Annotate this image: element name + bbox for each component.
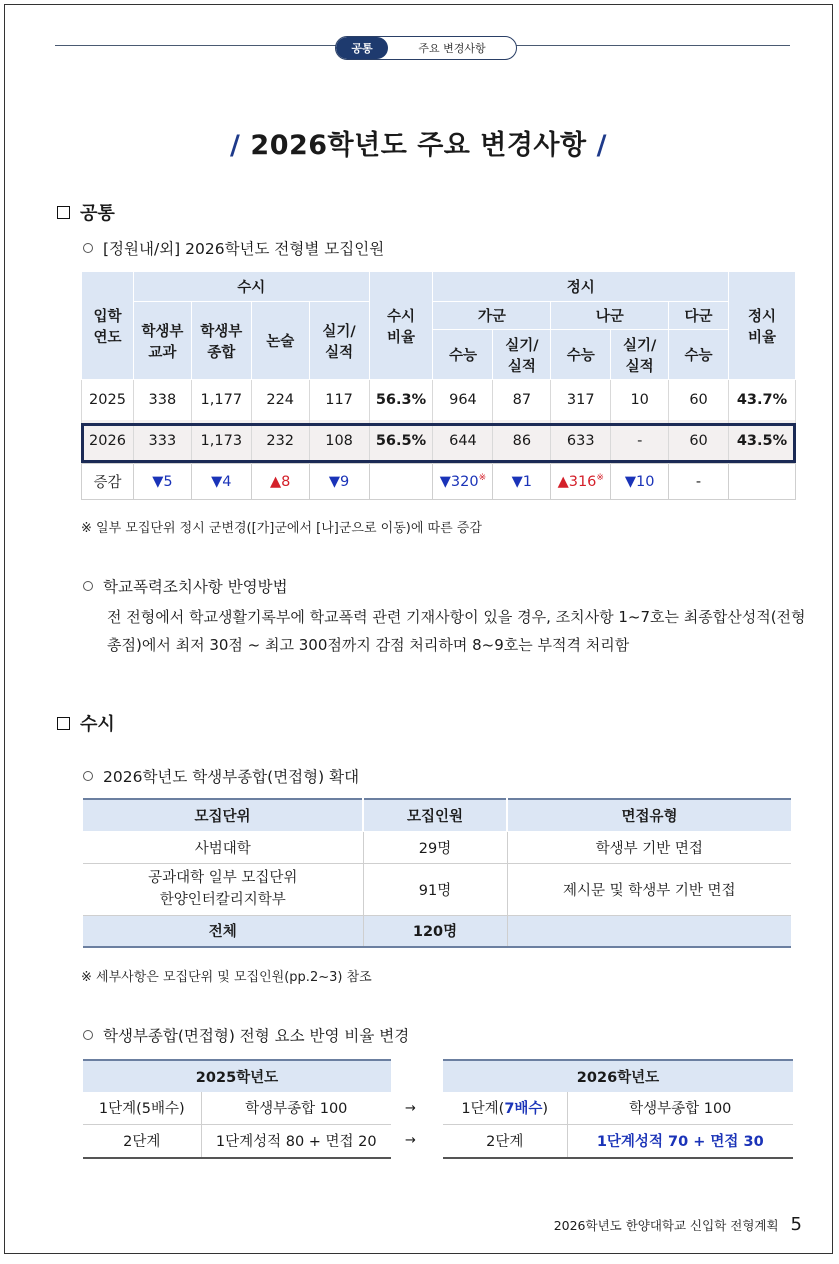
recruit-table xyxy=(81,271,796,500)
circle-bullet-icon xyxy=(83,1030,93,1040)
table-row: 1단계(7배수) 학생부종합 100 xyxy=(443,1092,793,1124)
header-tag xyxy=(335,36,517,60)
header-col: 수능 xyxy=(551,330,611,380)
header-tag-common: 공통 xyxy=(336,37,388,59)
table-row: 공과대학 일부 모집단위 한양인터칼리지학부 91명 제시문 및 학생부 기반 면접 xyxy=(83,863,791,915)
header-ga: 가군 xyxy=(433,302,551,330)
header-col: 수능 xyxy=(433,330,493,380)
subsection-ratio: 학생부종합(면접형) 전형 요소 반영 비율 변경 xyxy=(83,1024,409,1046)
subsection-interview: 2026학년도 학생부종합(면접형) 확대 xyxy=(83,765,359,787)
circle-bullet-icon xyxy=(83,243,93,253)
header-type: 면접유형 xyxy=(507,799,791,831)
page xyxy=(4,4,833,1254)
table-row-2026: 2026 333 1,173 232 108 56.5% 644 86 633 - 60 43.5% xyxy=(82,420,796,464)
header-unit: 모집단위 xyxy=(83,799,363,831)
circle-bullet-icon xyxy=(83,581,93,591)
section-susi: 수시 xyxy=(57,710,115,736)
table-row: 2단계 1단계성적 70 + 면접 30 xyxy=(443,1124,793,1158)
note-group-change: ※ 일부 모집단위 정시 군변경([가]군에서 [나]군으로 이동)에 따른 증감 xyxy=(81,521,482,536)
page-title: / 2026학년도 주요 변경사항 / xyxy=(230,130,607,161)
subsection-violence: 학교폭력조치사항 반영방법 xyxy=(83,575,288,597)
arrow-right-icon: → xyxy=(405,1101,416,1116)
violence-paragraph: 전 전형에서 학교생활기록부에 학교폭력 관련 기재사항이 있을 경우, 조치사항 1~7호는 최종합산성적(전형총점)에서 최저 30점 ~ 최고 300점까지 감점 처리하며 8~9호는 부적격 처리함 xyxy=(107,608,806,654)
header-count: 모집인원 xyxy=(363,799,507,831)
checkbox-icon xyxy=(57,206,70,219)
header-jeongsi: 정시 xyxy=(433,272,729,302)
header-jeongsi-ratio: 정시 비율 xyxy=(728,272,795,380)
header-2026: 2026학년도 xyxy=(443,1060,793,1092)
header-susi: 수시 xyxy=(133,272,369,302)
arrow-right-icon: → xyxy=(405,1133,416,1148)
checkbox-icon xyxy=(57,717,70,730)
section-common: 공통 xyxy=(57,199,115,225)
table-row: 1단계(5배수) 학생부종합 100 xyxy=(83,1092,391,1124)
header-2025: 2025학년도 xyxy=(83,1060,391,1092)
table-row-total: 전체 120명 xyxy=(83,915,791,947)
table-row: 2단계 1단계성적 80 + 면접 20 xyxy=(83,1124,391,1158)
header-tag-label: 주요 변경사항 xyxy=(418,42,486,55)
note-details: ※ 세부사항은 모집단위 및 모집인원(pp.2~3) 참조 xyxy=(81,970,372,985)
footer xyxy=(554,1214,802,1235)
header-col: 실기/ 실적 xyxy=(493,330,551,380)
circle-bullet-icon xyxy=(83,771,93,781)
header-col: 학생부 종합 xyxy=(191,302,251,380)
page-number: 5 xyxy=(790,1214,802,1235)
table-row-diff: 증감 ▼5 ▼4 ▲8 ▼9 ▼320※ ▼1 ▲316※ ▼10 - xyxy=(82,464,796,500)
table-row: 사범대학 29명 학생부 기반 면접 xyxy=(83,831,791,863)
footer-text: 2026학년도 한양대학교 신입학 전형계획 xyxy=(553,1218,779,1233)
subsection-recruit: [정원내/외] 2026학년도 전형별 모집인원 xyxy=(83,237,384,259)
header-susi-ratio: 수시 비율 xyxy=(369,272,433,380)
header-col: 실기/ 실적 xyxy=(611,330,669,380)
header-year: 입학 연도 xyxy=(82,272,134,380)
header-col: 논술 xyxy=(251,302,309,380)
header-col: 실기/ 실적 xyxy=(309,302,369,380)
header-da: 다군 xyxy=(669,302,729,330)
ratio-table-2026 xyxy=(443,1059,793,1159)
header-col: 학생부 교과 xyxy=(133,302,191,380)
header-na: 나군 xyxy=(551,302,669,330)
interview-table xyxy=(83,798,791,948)
table-row-2025: 2025 338 1,177 224 117 56.3% 964 87 317 10 60 43.7% xyxy=(82,380,796,420)
ratio-table-2025 xyxy=(83,1059,391,1159)
header-col: 수능 xyxy=(669,330,729,380)
